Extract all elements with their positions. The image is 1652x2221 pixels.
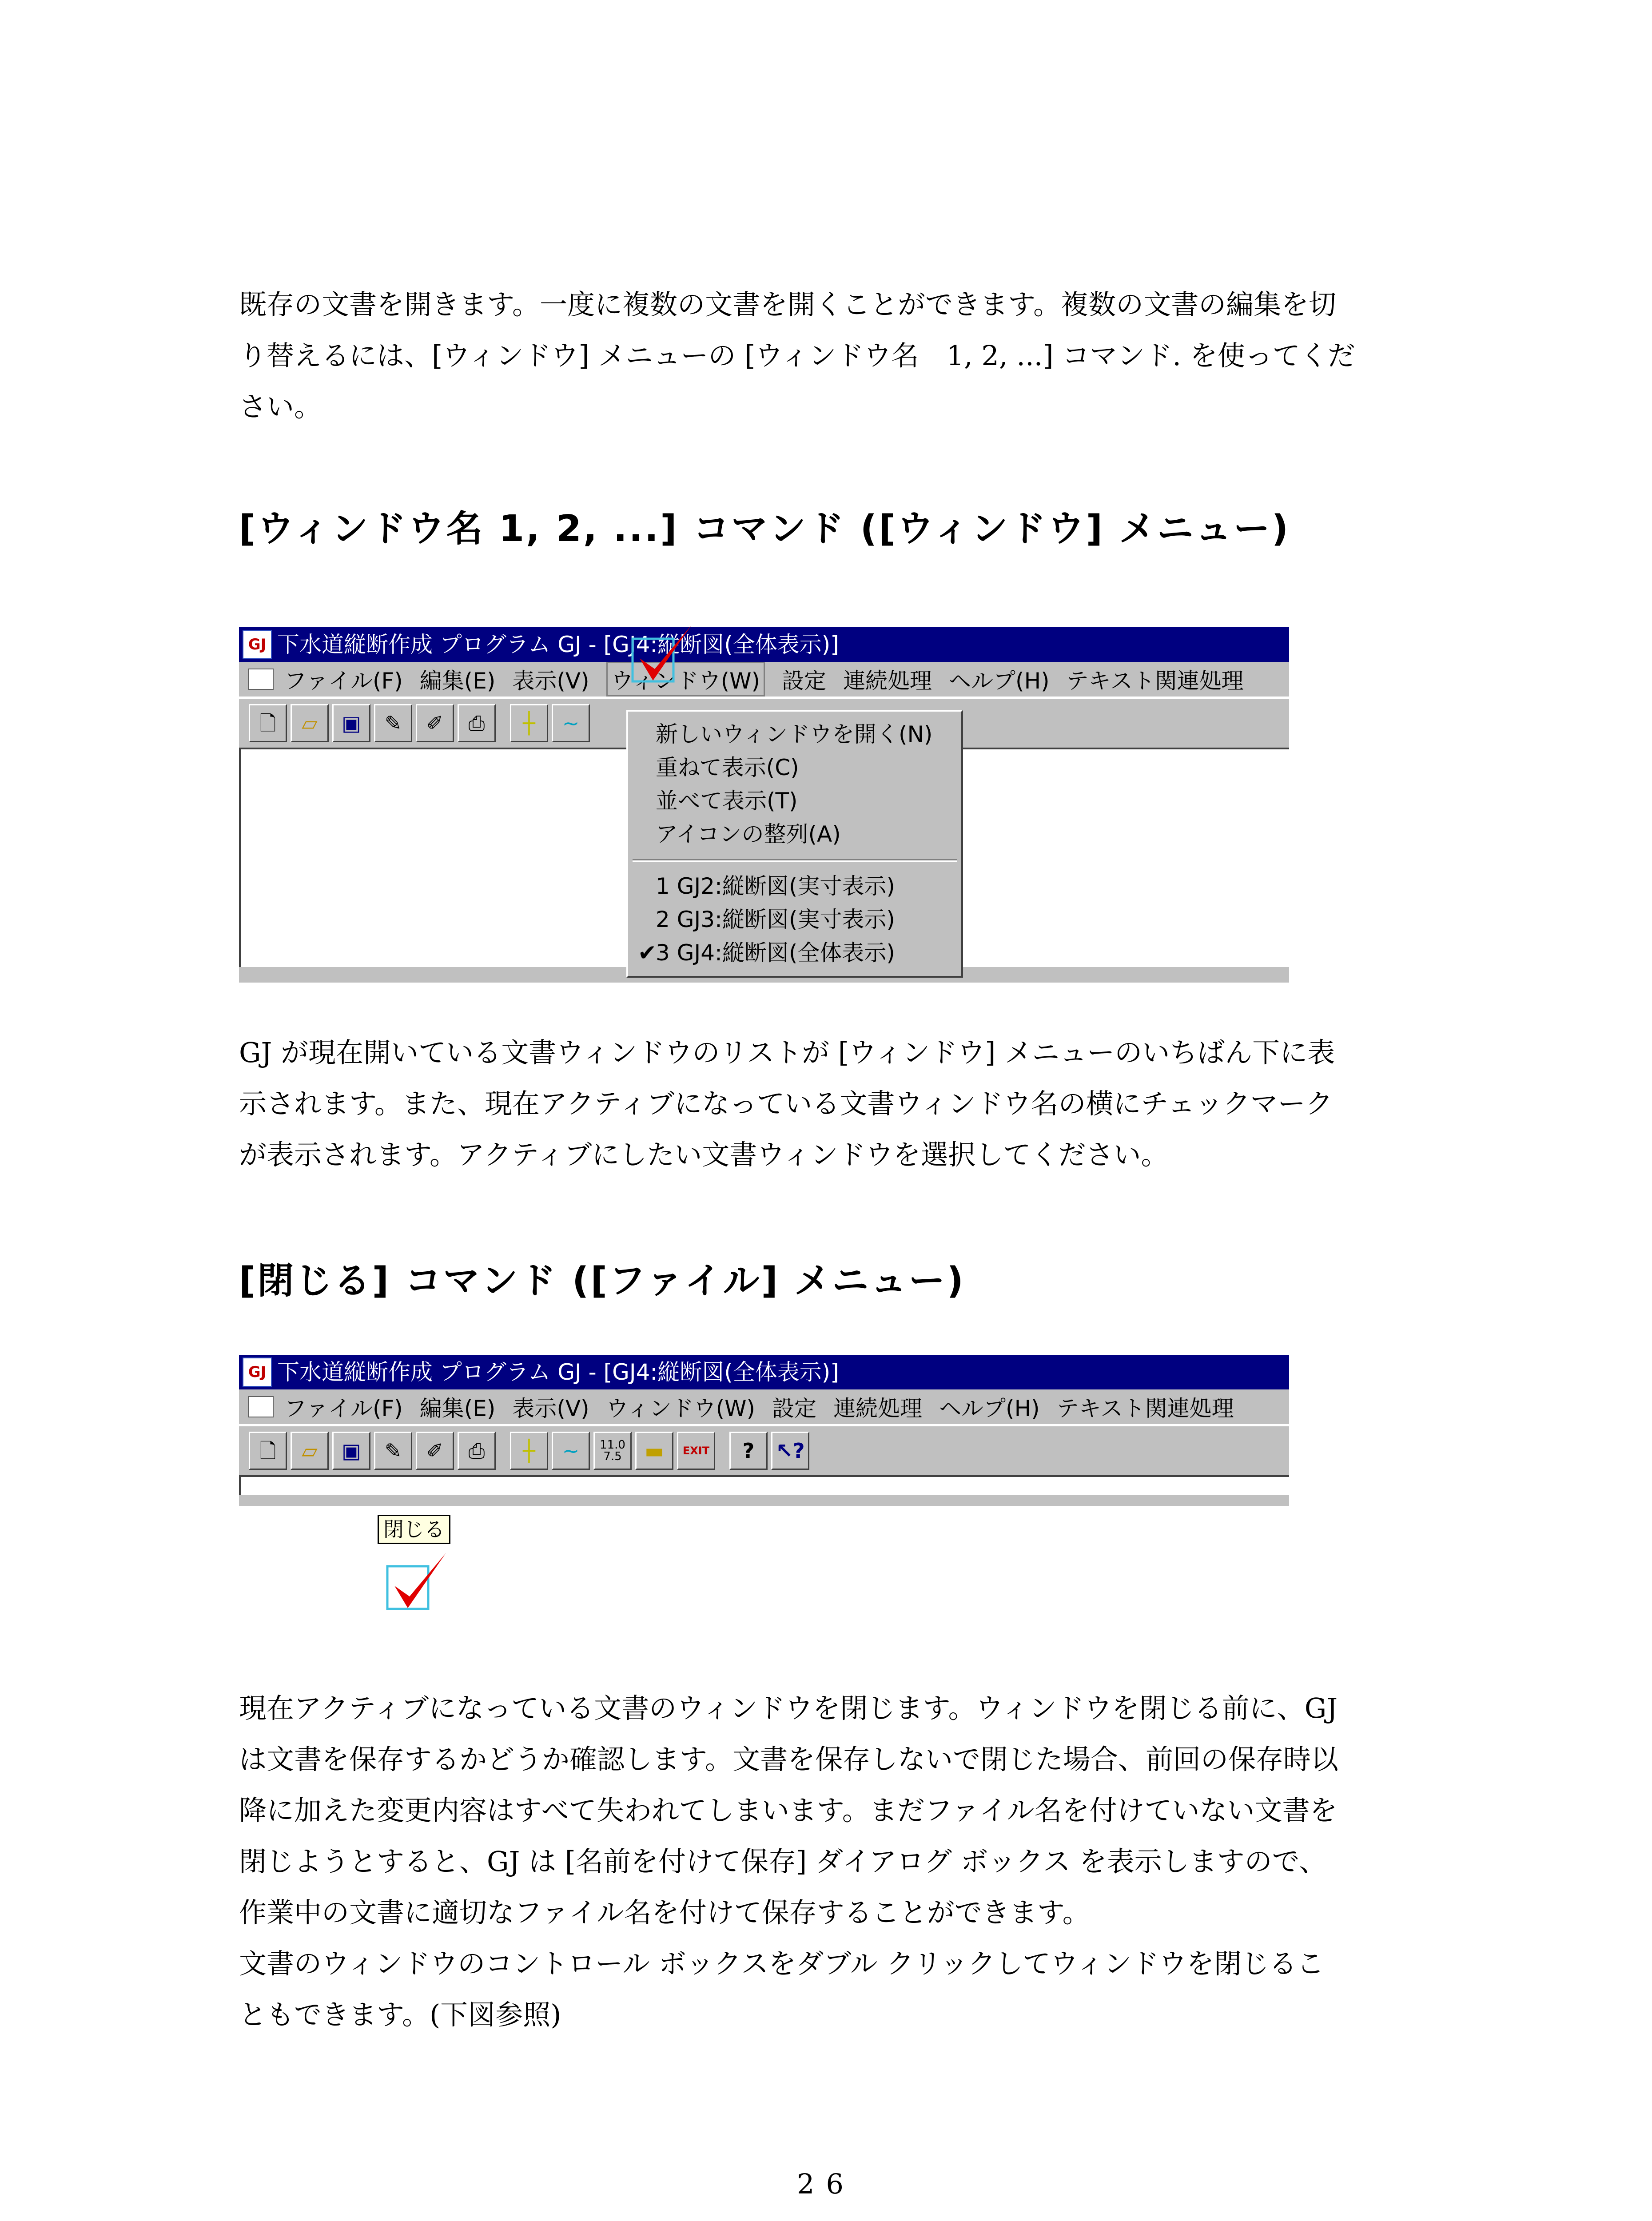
title-bar xyxy=(239,1355,1289,1389)
intro-paragraph xyxy=(239,279,1429,432)
open-icon[interactable]: ▱ xyxy=(291,1432,329,1470)
section2-line: 閉じようとすると、GJ は [名前を付けて保存] ダイアログ ボックス を表示しますので、 xyxy=(239,1845,1327,1878)
curve-icon[interactable]: ∼ xyxy=(552,704,590,742)
title-bar xyxy=(239,627,1289,662)
window-dropdown-menu xyxy=(626,710,963,978)
app-icon: GJ xyxy=(243,630,272,659)
document-icon[interactable] xyxy=(248,1396,274,1417)
context-help-icon[interactable]: ↖? xyxy=(771,1432,809,1470)
print-icon[interactable]: ⎙ xyxy=(458,1432,496,1470)
close-tooltip: 閉じる xyxy=(378,1515,450,1544)
section2-line: 文書のウィンドウのコントロール ボックスをダブル クリックしてウィンドウを閉じるこ xyxy=(239,1947,1325,1980)
menu-window[interactable]: ウィンドウ(W) xyxy=(606,662,765,697)
menu-batch[interactable]: 連続処理 xyxy=(833,1396,923,1421)
menu-text[interactable]: テキスト関連処理 xyxy=(1056,1396,1234,1421)
section1-line: 示されます。また、現在アクティブになっている文書ウィンドウ名の横にチェックマーク xyxy=(239,1087,1333,1120)
help-icon[interactable]: ? xyxy=(729,1432,768,1470)
save-icon[interactable]: ▣ xyxy=(332,1432,370,1470)
menu-view[interactable]: 表示(V) xyxy=(512,668,589,694)
menu-item-window-1[interactable] xyxy=(628,870,961,903)
menu-item-new-window[interactable]: 新しいウィンドウを開く(N) xyxy=(656,721,933,747)
menu-item-tile[interactable]: 並べて表示(T) xyxy=(656,788,798,814)
page-number: 26 xyxy=(797,2168,855,2200)
open-icon[interactable]: ▱ xyxy=(291,704,329,742)
menu-item-arrange-icons[interactable]: アイコンの整列(A) xyxy=(656,821,841,847)
app-icon: GJ xyxy=(243,1357,272,1387)
menu-batch[interactable]: 連続処理 xyxy=(843,668,932,694)
scale-icon[interactable] xyxy=(593,1432,632,1470)
section2-line: 降に加えた変更内容はすべて失われてしまいます。まだファイル名を付けていない文書を xyxy=(239,1794,1338,1827)
menu-window[interactable]: ウィンドウ(W) xyxy=(606,1396,756,1421)
menu-help[interactable]: ヘルプ(H) xyxy=(939,1396,1040,1421)
batch-icon[interactable]: ✐ xyxy=(416,1432,454,1470)
edit-icon[interactable]: ✎ xyxy=(374,704,412,742)
new-icon[interactable]: 🗋 xyxy=(249,704,287,742)
window-2-label: 2 GJ3:縦断図(実寸表示) xyxy=(656,907,895,932)
intro-line: り替えるには、[ウィンドウ] メニューの [ウィンドウ名 1, 2, ...] コマンド. を使ってくだ xyxy=(239,339,1355,372)
menu-item-window-3[interactable] xyxy=(628,936,961,970)
menu-edit[interactable]: 編集(E) xyxy=(419,1396,496,1421)
red-check-annotation-icon xyxy=(630,623,697,694)
intro-line: 既存の文書を開きます。一度に複数の文書を開くことができます。複数の文書の編集を切 xyxy=(239,288,1337,321)
exit-text: EXIT xyxy=(682,1445,710,1457)
section1-heading: [ウィンドウ名 1, 2, ...] コマンド ([ウィンドウ] メニュー) xyxy=(239,508,1290,550)
screenshot-file-close xyxy=(239,1355,1289,1506)
menu-file[interactable]: ファイル(F) xyxy=(284,668,403,694)
section1-paragraph xyxy=(239,1027,1429,1180)
exit-icon[interactable] xyxy=(677,1432,715,1470)
menu-view[interactable]: 表示(V) xyxy=(512,1396,589,1421)
document-area xyxy=(239,1477,1289,1495)
window-title: 下水道縦断作成 プログラム GJ - [GJ4:縦断図(全体表示)] xyxy=(277,1359,839,1385)
menu-help[interactable]: ヘルプ(H) xyxy=(949,668,1050,694)
menu-item-cascade[interactable]: 重ねて表示(C) xyxy=(656,755,799,780)
menu-bar xyxy=(239,662,1289,697)
new-icon[interactable]: 🗋 xyxy=(249,1432,287,1470)
screenshot-window-menu xyxy=(239,627,1289,983)
menu-settings[interactable]: 設定 xyxy=(782,668,827,694)
batch-icon[interactable]: ✐ xyxy=(416,704,454,742)
window-1-label: 1 GJ2:縦断図(実寸表示) xyxy=(656,873,895,899)
intro-line: さい。 xyxy=(239,390,322,423)
menu-edit[interactable]: 編集(E) xyxy=(419,668,496,694)
edit-icon[interactable]: ✎ xyxy=(374,1432,412,1470)
window-3-label: 3 GJ4:縦断図(全体表示) xyxy=(656,940,895,966)
section2-line: 作業中の文書に適切なファイル名を付けて保存することができます。 xyxy=(239,1896,1090,1929)
toolbar xyxy=(239,1425,1289,1477)
document-icon[interactable] xyxy=(248,669,274,690)
window-title: 下水道縦断作成 プログラム GJ - [GJ4:縦断図(全体表示)] xyxy=(277,632,839,657)
menu-bar xyxy=(239,1389,1289,1425)
line-icon[interactable]: ┼ xyxy=(510,1432,548,1470)
print-icon[interactable]: ⎙ xyxy=(458,704,496,742)
curve-icon[interactable]: ∼ xyxy=(552,1432,590,1470)
section1-line: が表示されます。アクティブにしたい文書ウィンドウを選択してください。 xyxy=(239,1138,1169,1171)
section1-line: GJ が現在開いている文書ウィンドウのリストが [ウィンドウ] メニューのいちばん下に表 xyxy=(239,1036,1335,1069)
section2-line: 現在アクティブになっている文書のウィンドウを閉じます。ウィンドウを閉じる前に、GJ xyxy=(239,1692,1338,1724)
section2-line: は文書を保存するかどうか確認します。文書を保存しないで閉じた場合、前回の保存時以 xyxy=(239,1743,1339,1775)
folder-icon[interactable]: ▬ xyxy=(635,1432,673,1470)
save-icon[interactable]: ▣ xyxy=(332,704,370,742)
menu-text[interactable]: テキスト関連処理 xyxy=(1066,668,1244,694)
menu-settings[interactable]: 設定 xyxy=(772,1396,817,1421)
menu-separator xyxy=(633,859,957,862)
line-icon[interactable]: ┼ xyxy=(510,704,548,742)
scale-text: 11.0 7.5 xyxy=(600,1438,625,1463)
section2-paragraph xyxy=(239,1683,1429,2040)
menu-item-window-2[interactable] xyxy=(628,903,961,936)
check-mark-icon: ✔ xyxy=(638,940,657,966)
section2-line: ともできます。(下図参照) xyxy=(239,1998,561,2031)
section2-heading: [閉じる] コマンド ([ファイル] メニュー) xyxy=(239,1260,965,1302)
menu-file[interactable]: ファイル(F) xyxy=(284,1396,403,1421)
red-check-annotation-icon xyxy=(386,1550,452,1621)
